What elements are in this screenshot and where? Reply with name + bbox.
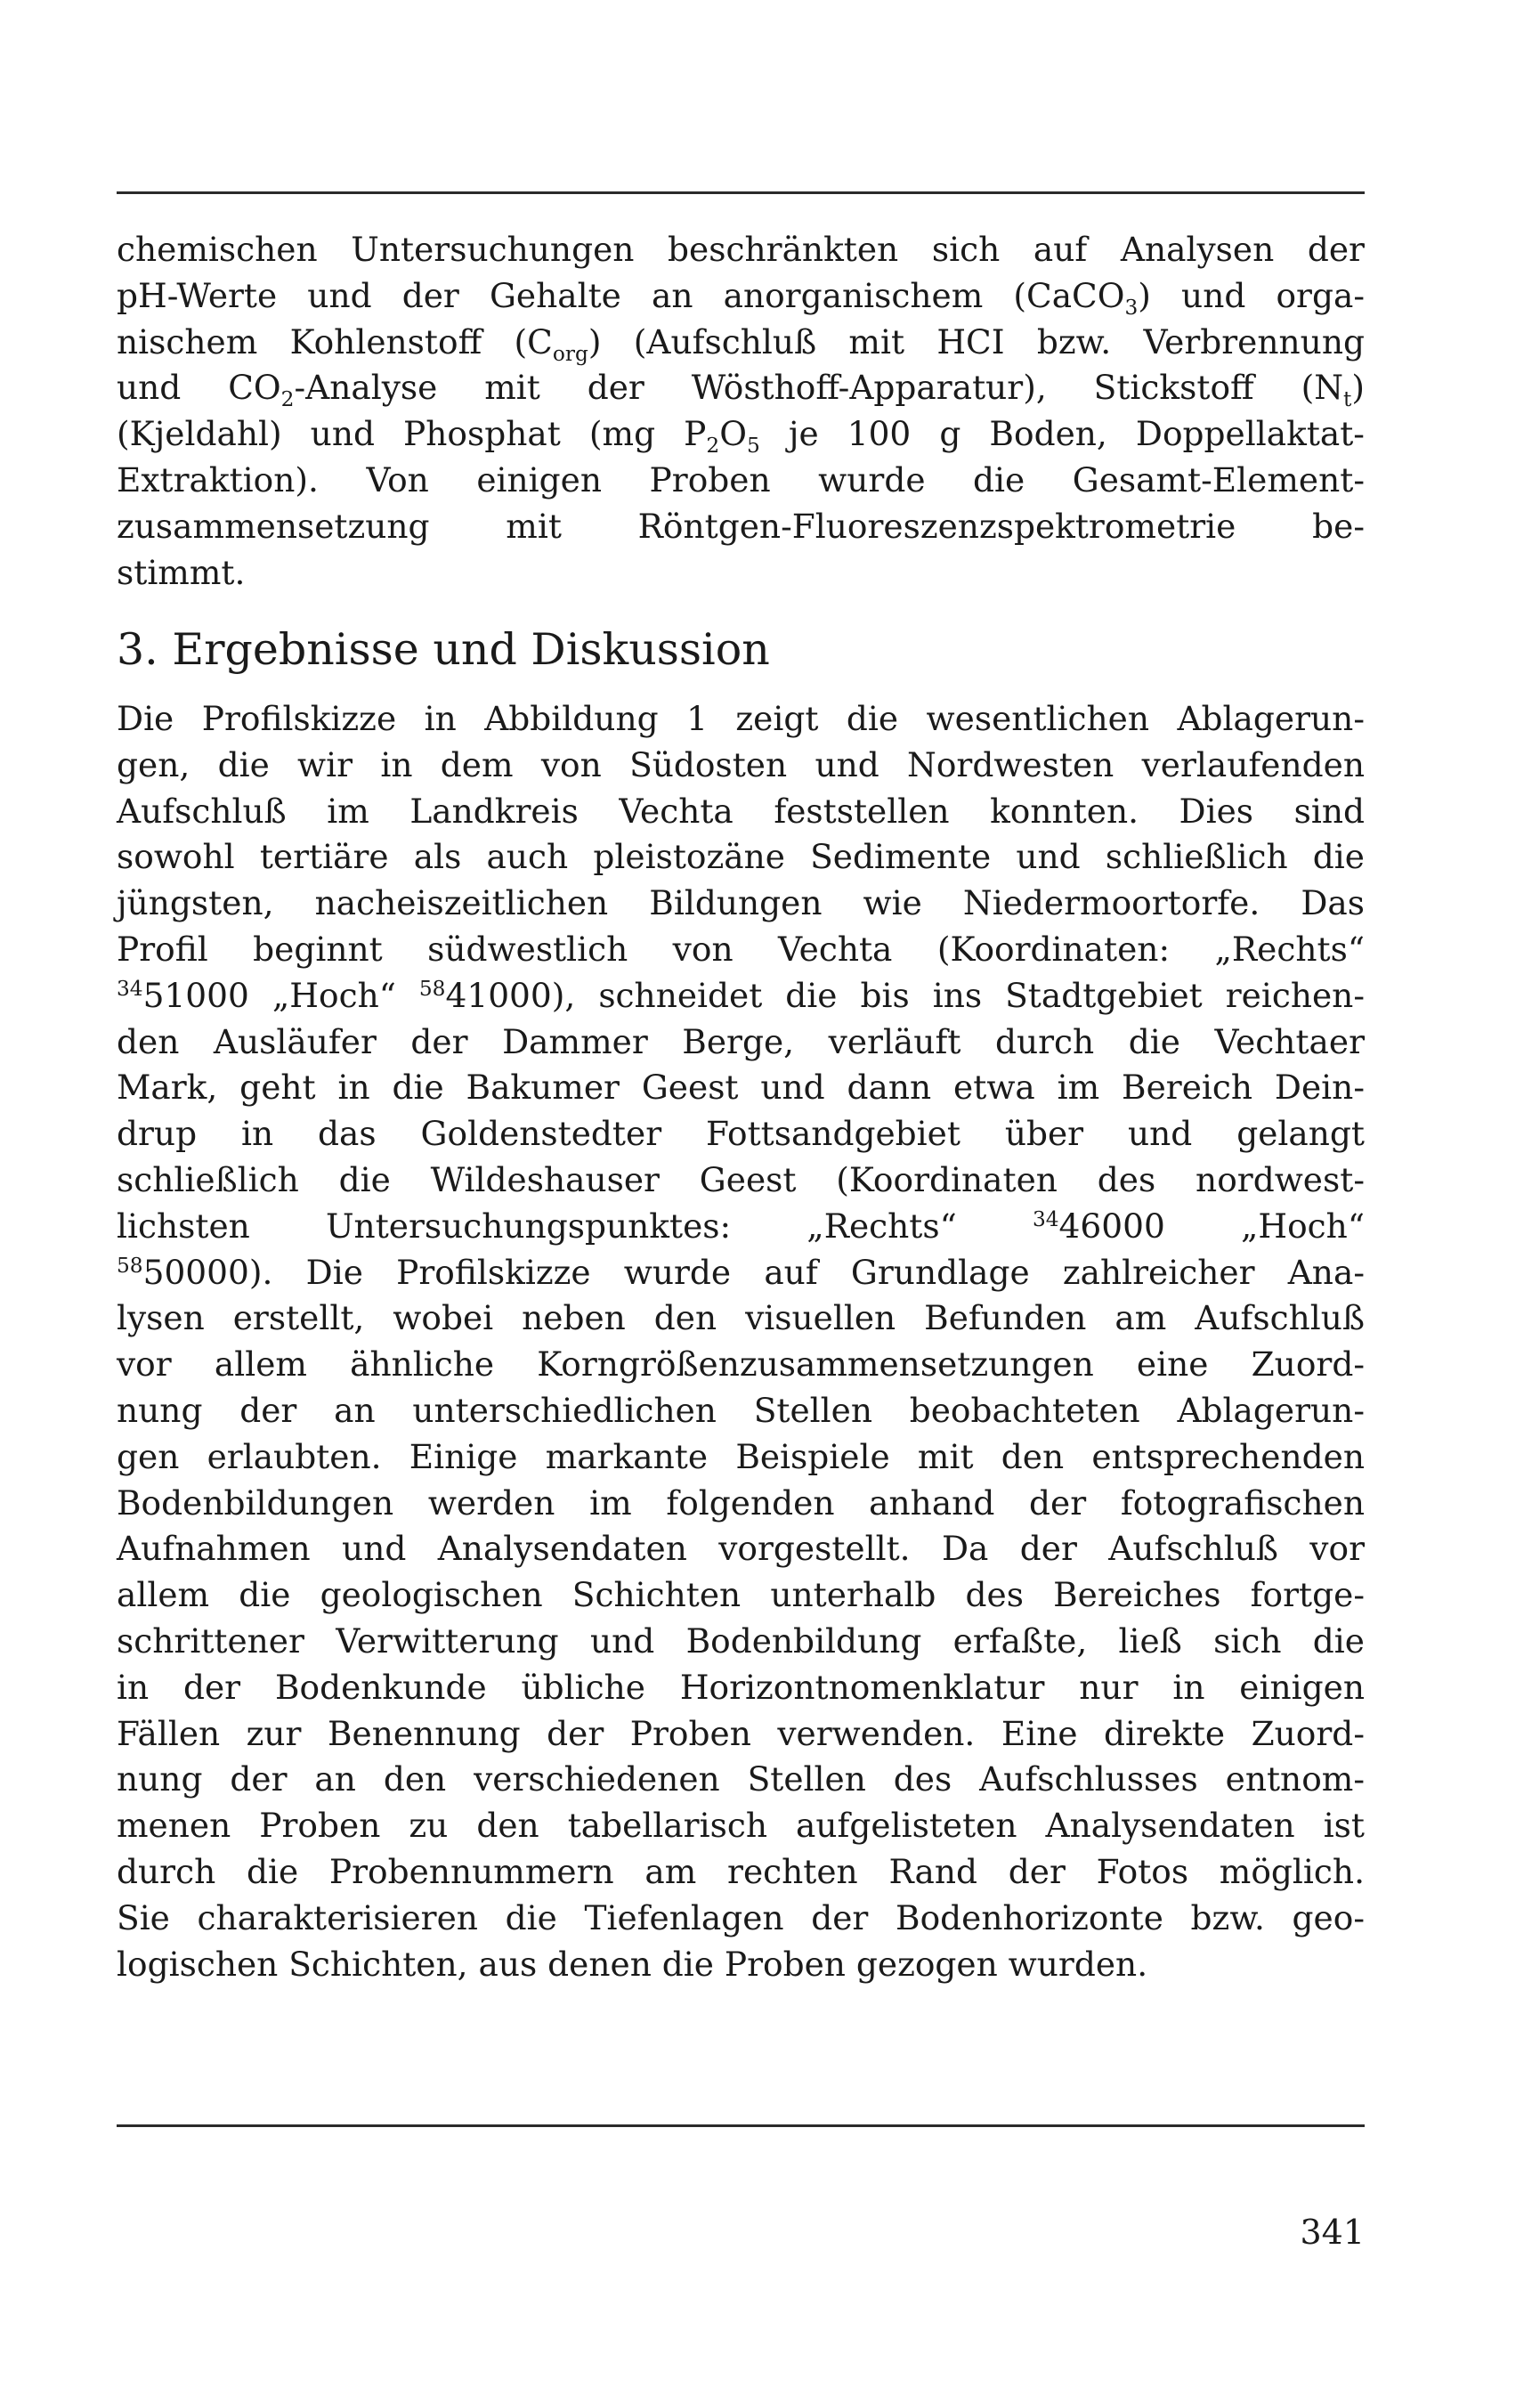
text-line: $^{58}$50000). Die Profilskizze wurde auf Grundlage zahlreicher Ana- [117, 1252, 1365, 1292]
text-line: schließlich die Wildeshauser Geest (Koordinaten des nordwest- [117, 1159, 1365, 1199]
text-line: schrittener Verwitterung und Bodenbildung erfaßte, ließ sich die [117, 1620, 1365, 1661]
text-line: nung der an den verschiedenen Stellen des Aufschlusses entnom- [117, 1759, 1365, 1799]
bottom-rule [117, 2124, 1365, 2127]
page-number: 341 [1300, 2213, 1365, 2252]
text-line: $^{34}$51000 „Hoch“ $^{58}$41000), schneidet die bis ins Stadtgebiet reichen- [117, 975, 1365, 1015]
text-line: nung der an unterschiedlichen Stellen beobachteten Ablagerun- [117, 1390, 1365, 1430]
text-line: allem die geologischen Schichten unterhalb des Bereiches fortge- [117, 1575, 1365, 1615]
text-line: jüngsten, nacheiszeitlichen Bildungen wie Niedermoortorfe. Das [117, 883, 1365, 923]
intro-paragraph [117, 227, 1365, 596]
main-paragraph [117, 696, 1365, 1987]
text-line: chemischen Untersuchungen beschränkten sich auf Analysen der [117, 230, 1365, 269]
text-line: lysen erstellt, wobei neben den visuellen Befunden am Aufschluß [117, 1298, 1365, 1338]
text-line: Extraktion). Von einigen Proben wurde die Gesamt-Element- [117, 459, 1365, 499]
text-line: gen erlaubten. Einige markante Beispiele mit den entsprechenden [117, 1436, 1365, 1476]
text-line: Bodenbildungen werden im folgenden anhand der fotografischen [117, 1482, 1365, 1523]
text-line: pH-Werte und der Gehalte an anorganischem (CaCO$_3$) und orga- [117, 275, 1365, 320]
text-line: nischem Kohlenstoff $(C_{org})$ (Aufschluß mit HCI bzw. Verbrennung [117, 321, 1365, 366]
text-line: Aufschluß im Landkreis Vechta feststellen konnten. Dies sind [117, 791, 1365, 831]
text-line: drup in das Goldenstedter Fottsandgebiet über und gelangt [117, 1114, 1365, 1154]
text-line: und $CO_2$-Analyse mit der Wösthoff-Apparatur), Stickstoff $(N_t)$ [117, 368, 1365, 412]
text-line: Die Profilskizze in Abbildung 1 zeigt die wesentlichen Ablagerun- [117, 699, 1365, 738]
text-line: Mark, geht in die Bakumer Geest und dann etwa im Bereich Dein- [117, 1068, 1365, 1108]
text-line: gen, die wir in dem von Südosten und Nordwesten verlaufenden [117, 744, 1365, 784]
text-line: Aufnahmen und Analysendaten vorgestellt. Da der Aufschluß vor [117, 1529, 1365, 1569]
text-line: menen Proben zu den tabellarisch aufgelisteten Analysendaten ist [117, 1806, 1365, 1846]
text-line: Profil beginnt südwestlich von Vechta (Koordinaten: „Rechts“ [117, 929, 1365, 969]
text-line: durch die Probennummern am rechten Rand der Fotos möglich. [117, 1851, 1365, 1891]
text-line: vor allem ähnliche Korngrößenzusammensetzungen eine Zuord- [117, 1344, 1365, 1385]
text-line: (Kjeldahl) und Phosphat (mg $P_2O_5$ je 100 g Boden, Doppellaktat- [117, 414, 1365, 459]
text-line: Fällen zur Benennung der Proben verwenden. Eine direkte Zuord- [117, 1713, 1365, 1753]
text-line: stimmt. [117, 552, 246, 592]
text-line: lichsten Untersuchungspunktes: „Rechts“ $^{34}$46000 „Hoch“ [117, 1206, 1365, 1246]
top-rule [117, 191, 1365, 194]
section-heading: 3. Ergebnisse und Diskussion [117, 624, 770, 675]
text-line: Sie charakterisieren die Tiefenlagen der Bodenhorizonte bzw. geo- [117, 1897, 1365, 1937]
text-line: in der Bodenkunde übliche Horizontnomenklatur nur in einigen [117, 1667, 1365, 1707]
text-line: den Ausläufer der Dammer Berge, verläuft durch die Vechtaer [117, 1021, 1365, 1061]
text-line: logischen Schichten, aus denen die Proben gezogen wurden. [117, 1944, 1148, 1984]
text-line: sowohl tertiäre als auch pleistozäne Sedimente und schließlich die [117, 837, 1365, 877]
text-line: zusammensetzung mit Röntgen-Fluoreszenzspektrometrie be- [117, 506, 1365, 546]
